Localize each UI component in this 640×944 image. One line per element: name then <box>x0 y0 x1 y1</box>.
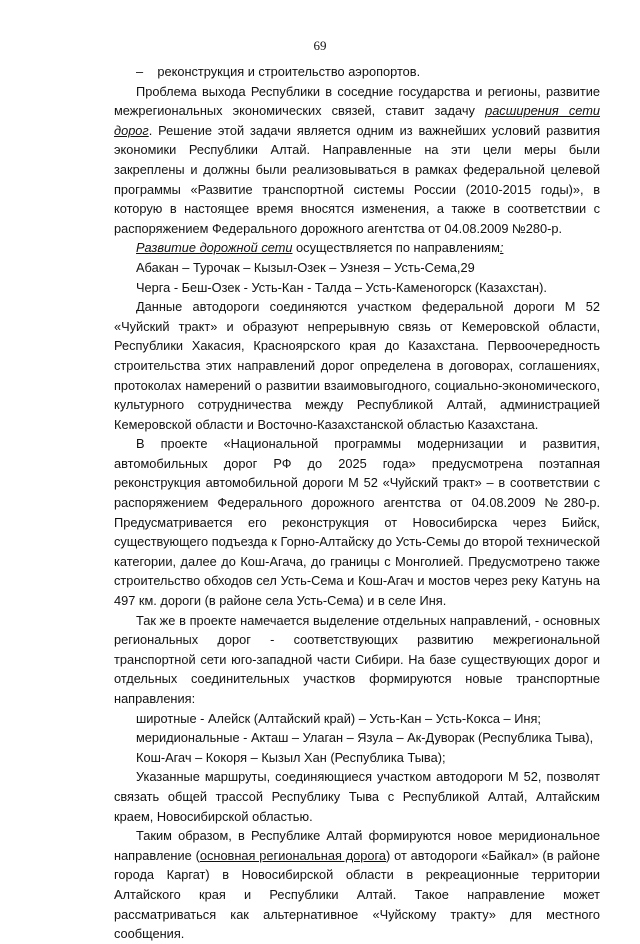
bullet-text: реконструкция и строительство аэропортов. <box>157 64 421 79</box>
paragraph-text: . Решение этой задачи является одним из важнейших условий развития экономики Республики Алтай. Направленные на эти цели меры были закреплены и должны были реализовываться в рамках федеральной целевой программы «Развитие транспортной системы России (2010-2015 годы)», в которую в настоящее время вносятся изменения, а также в соответствии с распоряжением Федерального дорожного агентства от 04.08.2009 №280-р. <box>114 122 600 236</box>
body-text <box>114 62 600 944</box>
bullet-item <box>114 62 600 82</box>
paragraph-text: Проблема выхода Республики в соседние государства и регионы, развитие межрегиональных экономических связей, ставит задачу <box>114 83 600 119</box>
paragraph-text: ) от автодороги «Байкал» (в районе города Каргат) в Новосибирской области в рекреационные территории Алтайского края и Республики Алтай. Такое направление может рассматриваться как альтернативное «Чуйскому тракту» для местного сообщения. <box>114 847 600 942</box>
emphasis-road-expansion: расширения сети дорог <box>114 103 600 138</box>
paragraph-text: Таким образом, в Республике Алтай формируются новое меридиональное направление ( <box>114 828 600 863</box>
route-line: Абакан – Турочак – Кызыл-Озек – Узнезя – Усть-Сема,29 <box>136 259 475 275</box>
paragraph-text: осуществляется по направлениям <box>292 240 500 256</box>
paragraph-road-network-problem <box>114 82 600 239</box>
page-number: 69 <box>313 38 327 53</box>
route-line: широтные - Алейск (Алтайский край) – Усть-Кан – Усть-Кокса – Иня; <box>136 710 541 726</box>
paragraph-directions-intro <box>114 238 600 258</box>
route-line: меридиональные - Акташ – Улаган – Язула – Ак-Дуворак (Республика Тыва), <box>136 730 594 746</box>
colon-mark: : <box>499 240 504 256</box>
paragraph-meridional-direction <box>114 826 600 944</box>
paragraph-routes-connection: Указанные маршруты, соединяющиеся участком автодороги М 52, позволят связать общей трассой Республику Тыва с Республикой Алтай, Алтайским краем, Новосибирской областью. <box>114 769 600 824</box>
paragraph-national-program: В проекте «Национальной программы модернизации и развития, автомобильных дорог РФ до 2025 года» предусмотрена поэтапная реконструкция автомобильной дороги М 52 «Чуйский тракт» – в соответствии с распоряжением Федерального дорожного агентства от 04.08.2009 №280-р. Предусматривается его реконструкция от Новосибирска через Бийск, существующего подъезда к Горно-Алтайску до Усть-Семы до второй технической категории, далее до Кош-Агача, до границы с Монголией. Предусмотрено также строительство обходов сел Усть-Сема и Кош-Агач и мостов через реку Катунь на 497 км. дороги (в районе села Усть-Сема) и в селе Иня. <box>114 436 600 609</box>
route-line: Черга - Беш-Озек - Усть-Кан - Талда – Усть-Каменогорск (Казахстан). <box>136 279 547 295</box>
underlined-main-regional-road: основная региональная дорога <box>199 847 387 863</box>
paragraph-regional-roads: Так же в проекте намечается выделение отдельных направлений, - основных региональных дорог - соответствующих развитию межрегиональной транспортной сети юго-западной части Сибири. На базе существующих дорог и отдельных соединительных участков формируются новые транспортные направления: <box>114 612 600 706</box>
paragraph-m52-connection: Данные автодороги соединяются участком федеральной дороги М 52 «Чуйский тракт» и образуют непрерывную связь от Кемеровской области, Республики Хакасия, Красноярского края до Казахстана. Первоочередность строительства этих направлений дорог определена в договорах, соглашениях, протоколах намерений о развитии взаимовыгодного, социально-экономического, культурного сотрудничества между Республикой Алтай, администрацией Кемеровской области и Восточно-Казахстанской областью Казахстана. <box>114 299 600 432</box>
bullet-marker: – <box>136 64 144 79</box>
route-line: Кош-Агач – Кокоря – Кызыл Хан (Республика Тыва); <box>136 749 446 765</box>
emphasis-road-development: Развитие дорожной сети <box>136 240 293 256</box>
